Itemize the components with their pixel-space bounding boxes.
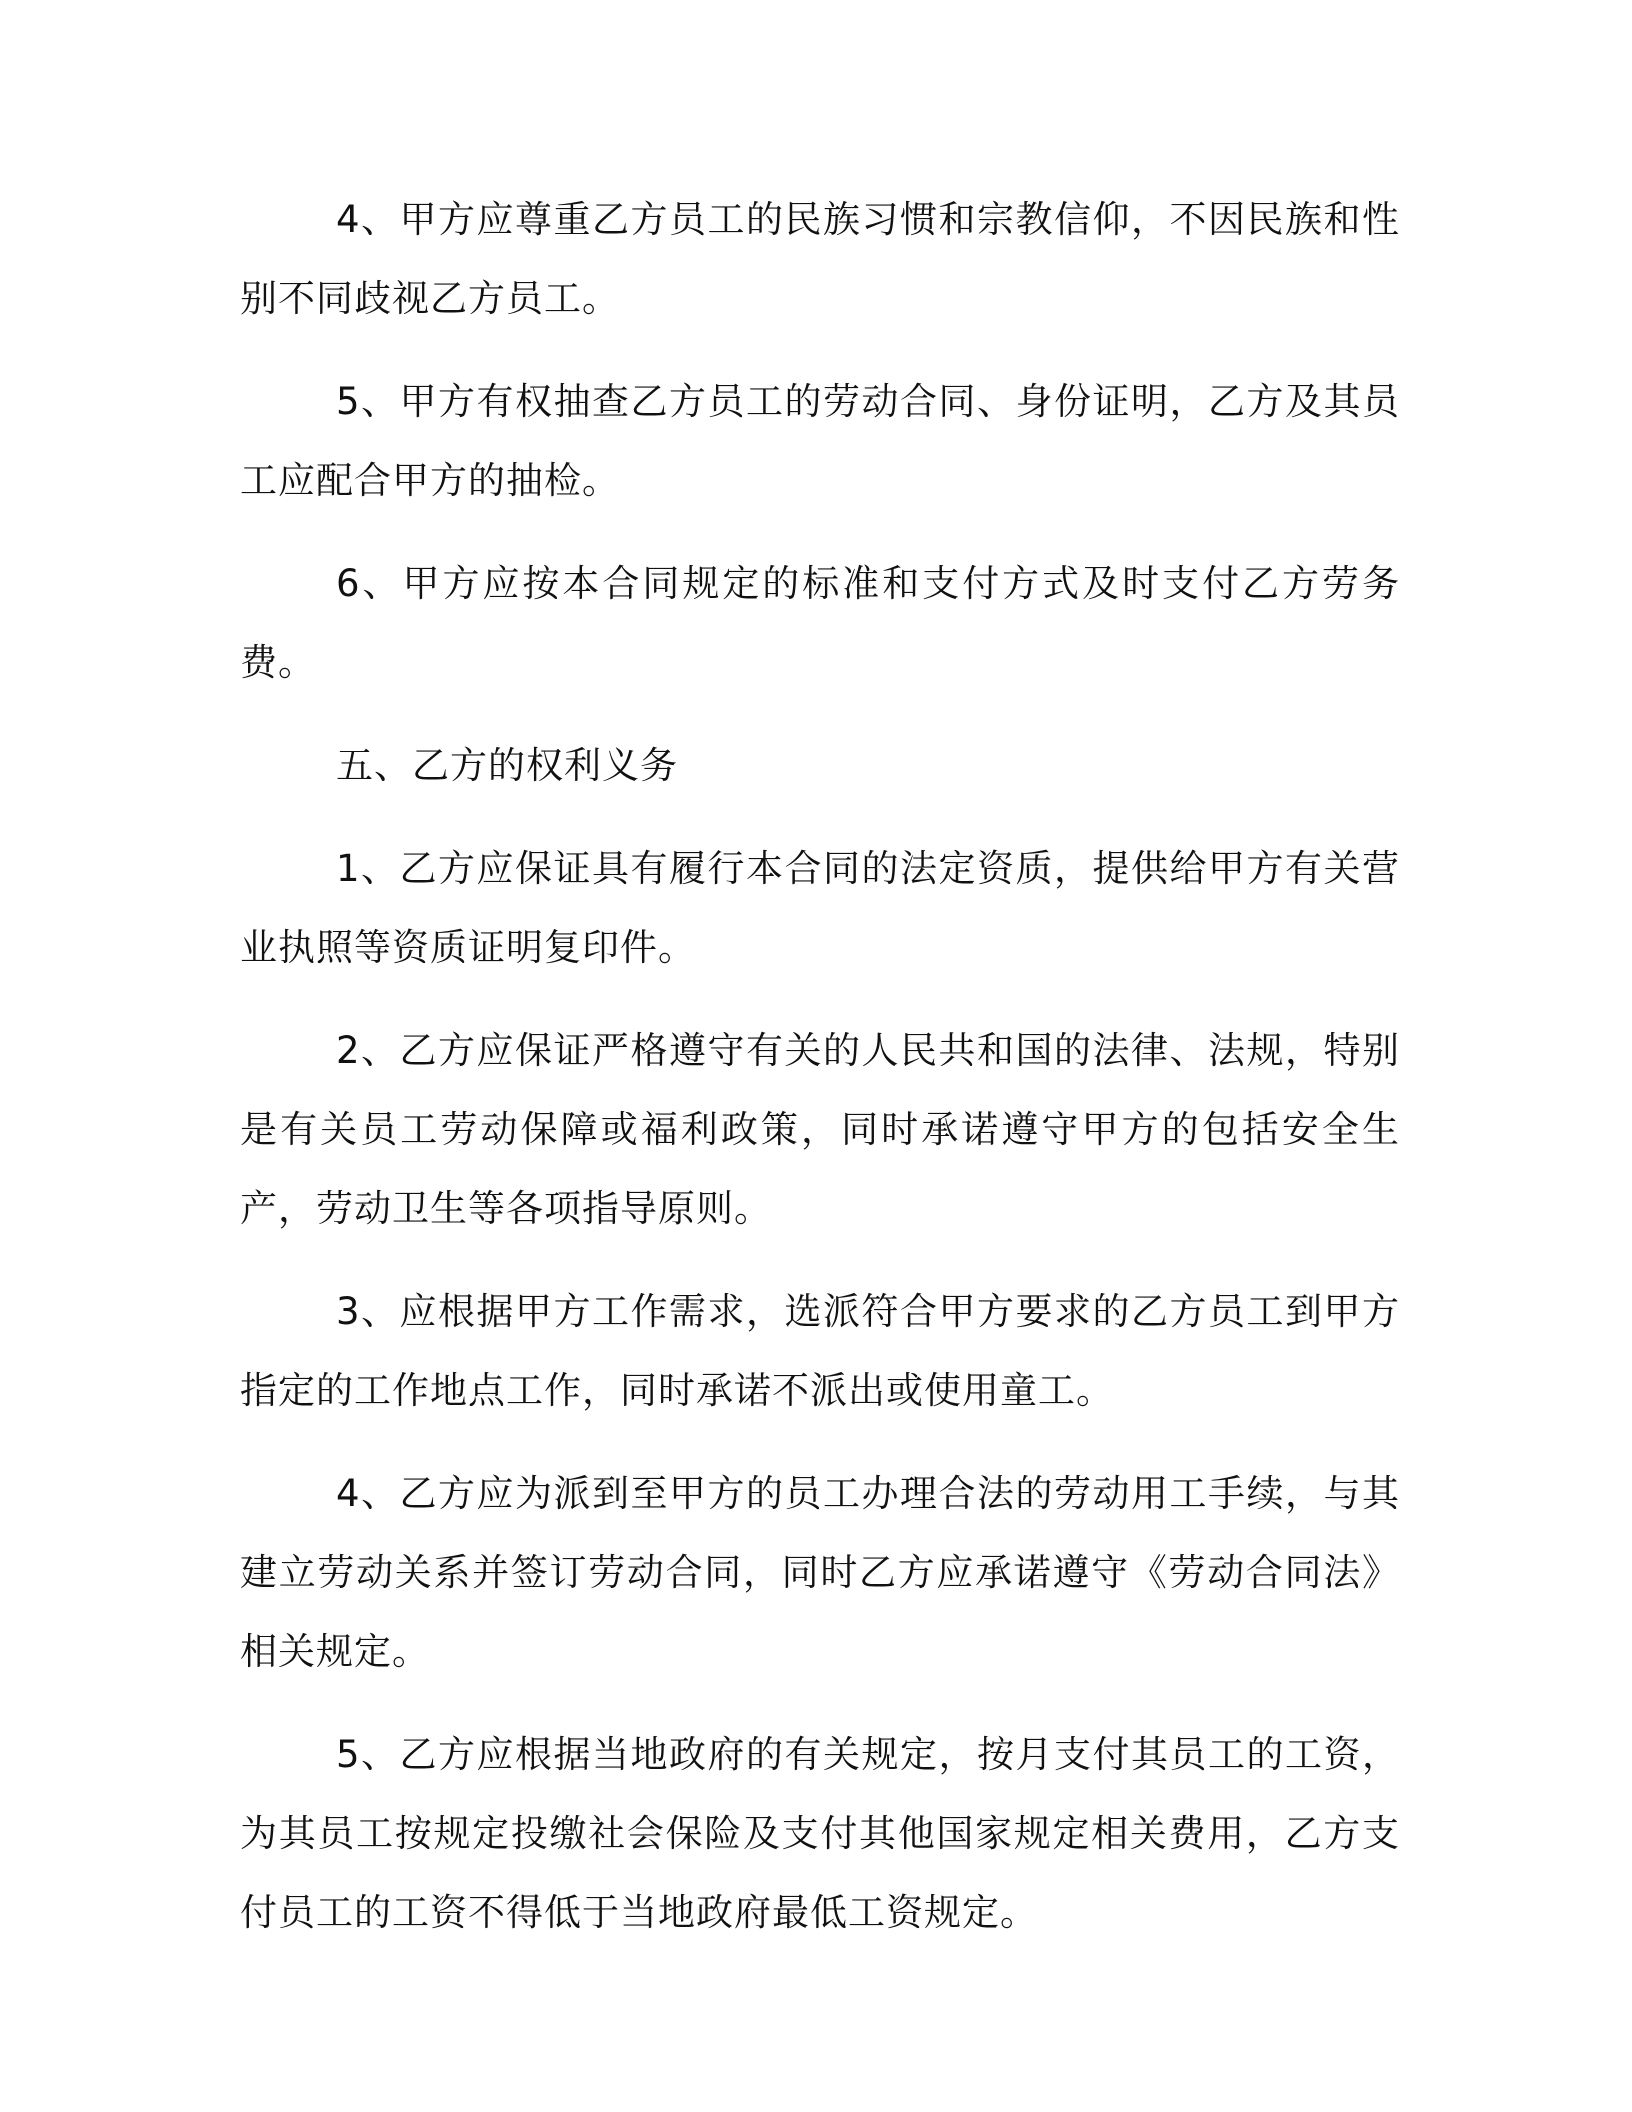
clause-4-4: 4、甲方应尊重乙方员工的民族习惯和宗教信仰，不因民族和性别不同歧视乙方员工。 — [240, 198, 1400, 320]
clause-5-3: 3、应根据甲方工作需求，选派符合甲方要求的乙方员工到甲方指定的工作地点工作，同时承诺不派出或使用童工。 — [240, 1290, 1400, 1412]
clause-5-4: 4、乙方应为派到至甲方的员工办理合法的劳动用工手续，与其建立劳动关系并签订劳动合同，同时乙方应承诺遵守《劳动合同法》相关规定。 — [240, 1472, 1400, 1673]
section-heading-5: 五、乙方的权利义务 — [336, 744, 678, 787]
clause-4-5: 5、甲方有权抽查乙方员工的劳动合同、身份证明，乙方及其员工应配合甲方的抽检。 — [240, 380, 1400, 502]
document-body — [240, 180, 1400, 1976]
clause-5-5: 5、乙方应根据当地政府的有关规定，按月支付其员工的工资，为其员工按规定投缴社会保险及支付其他国家规定相关费用，乙方支付员工的工资不得低于当地政府最低工资规定。 — [240, 1733, 1400, 1934]
clause-5-2: 2、乙方应保证严格遵守有关的人民共和国的法律、法规，特别是有关员工劳动保障或福利政策，同时承诺遵守甲方的包括安全生产，劳动卫生等各项指导原则。 — [240, 1029, 1400, 1230]
clause-4-6: 6、甲方应按本合同规定的标准和支付方式及时支付乙方劳务费。 — [240, 562, 1400, 684]
clause-5-1: 1、乙方应保证具有履行本合同的法定资质，提供给甲方有关营业执照等资质证明复印件。 — [240, 847, 1400, 969]
